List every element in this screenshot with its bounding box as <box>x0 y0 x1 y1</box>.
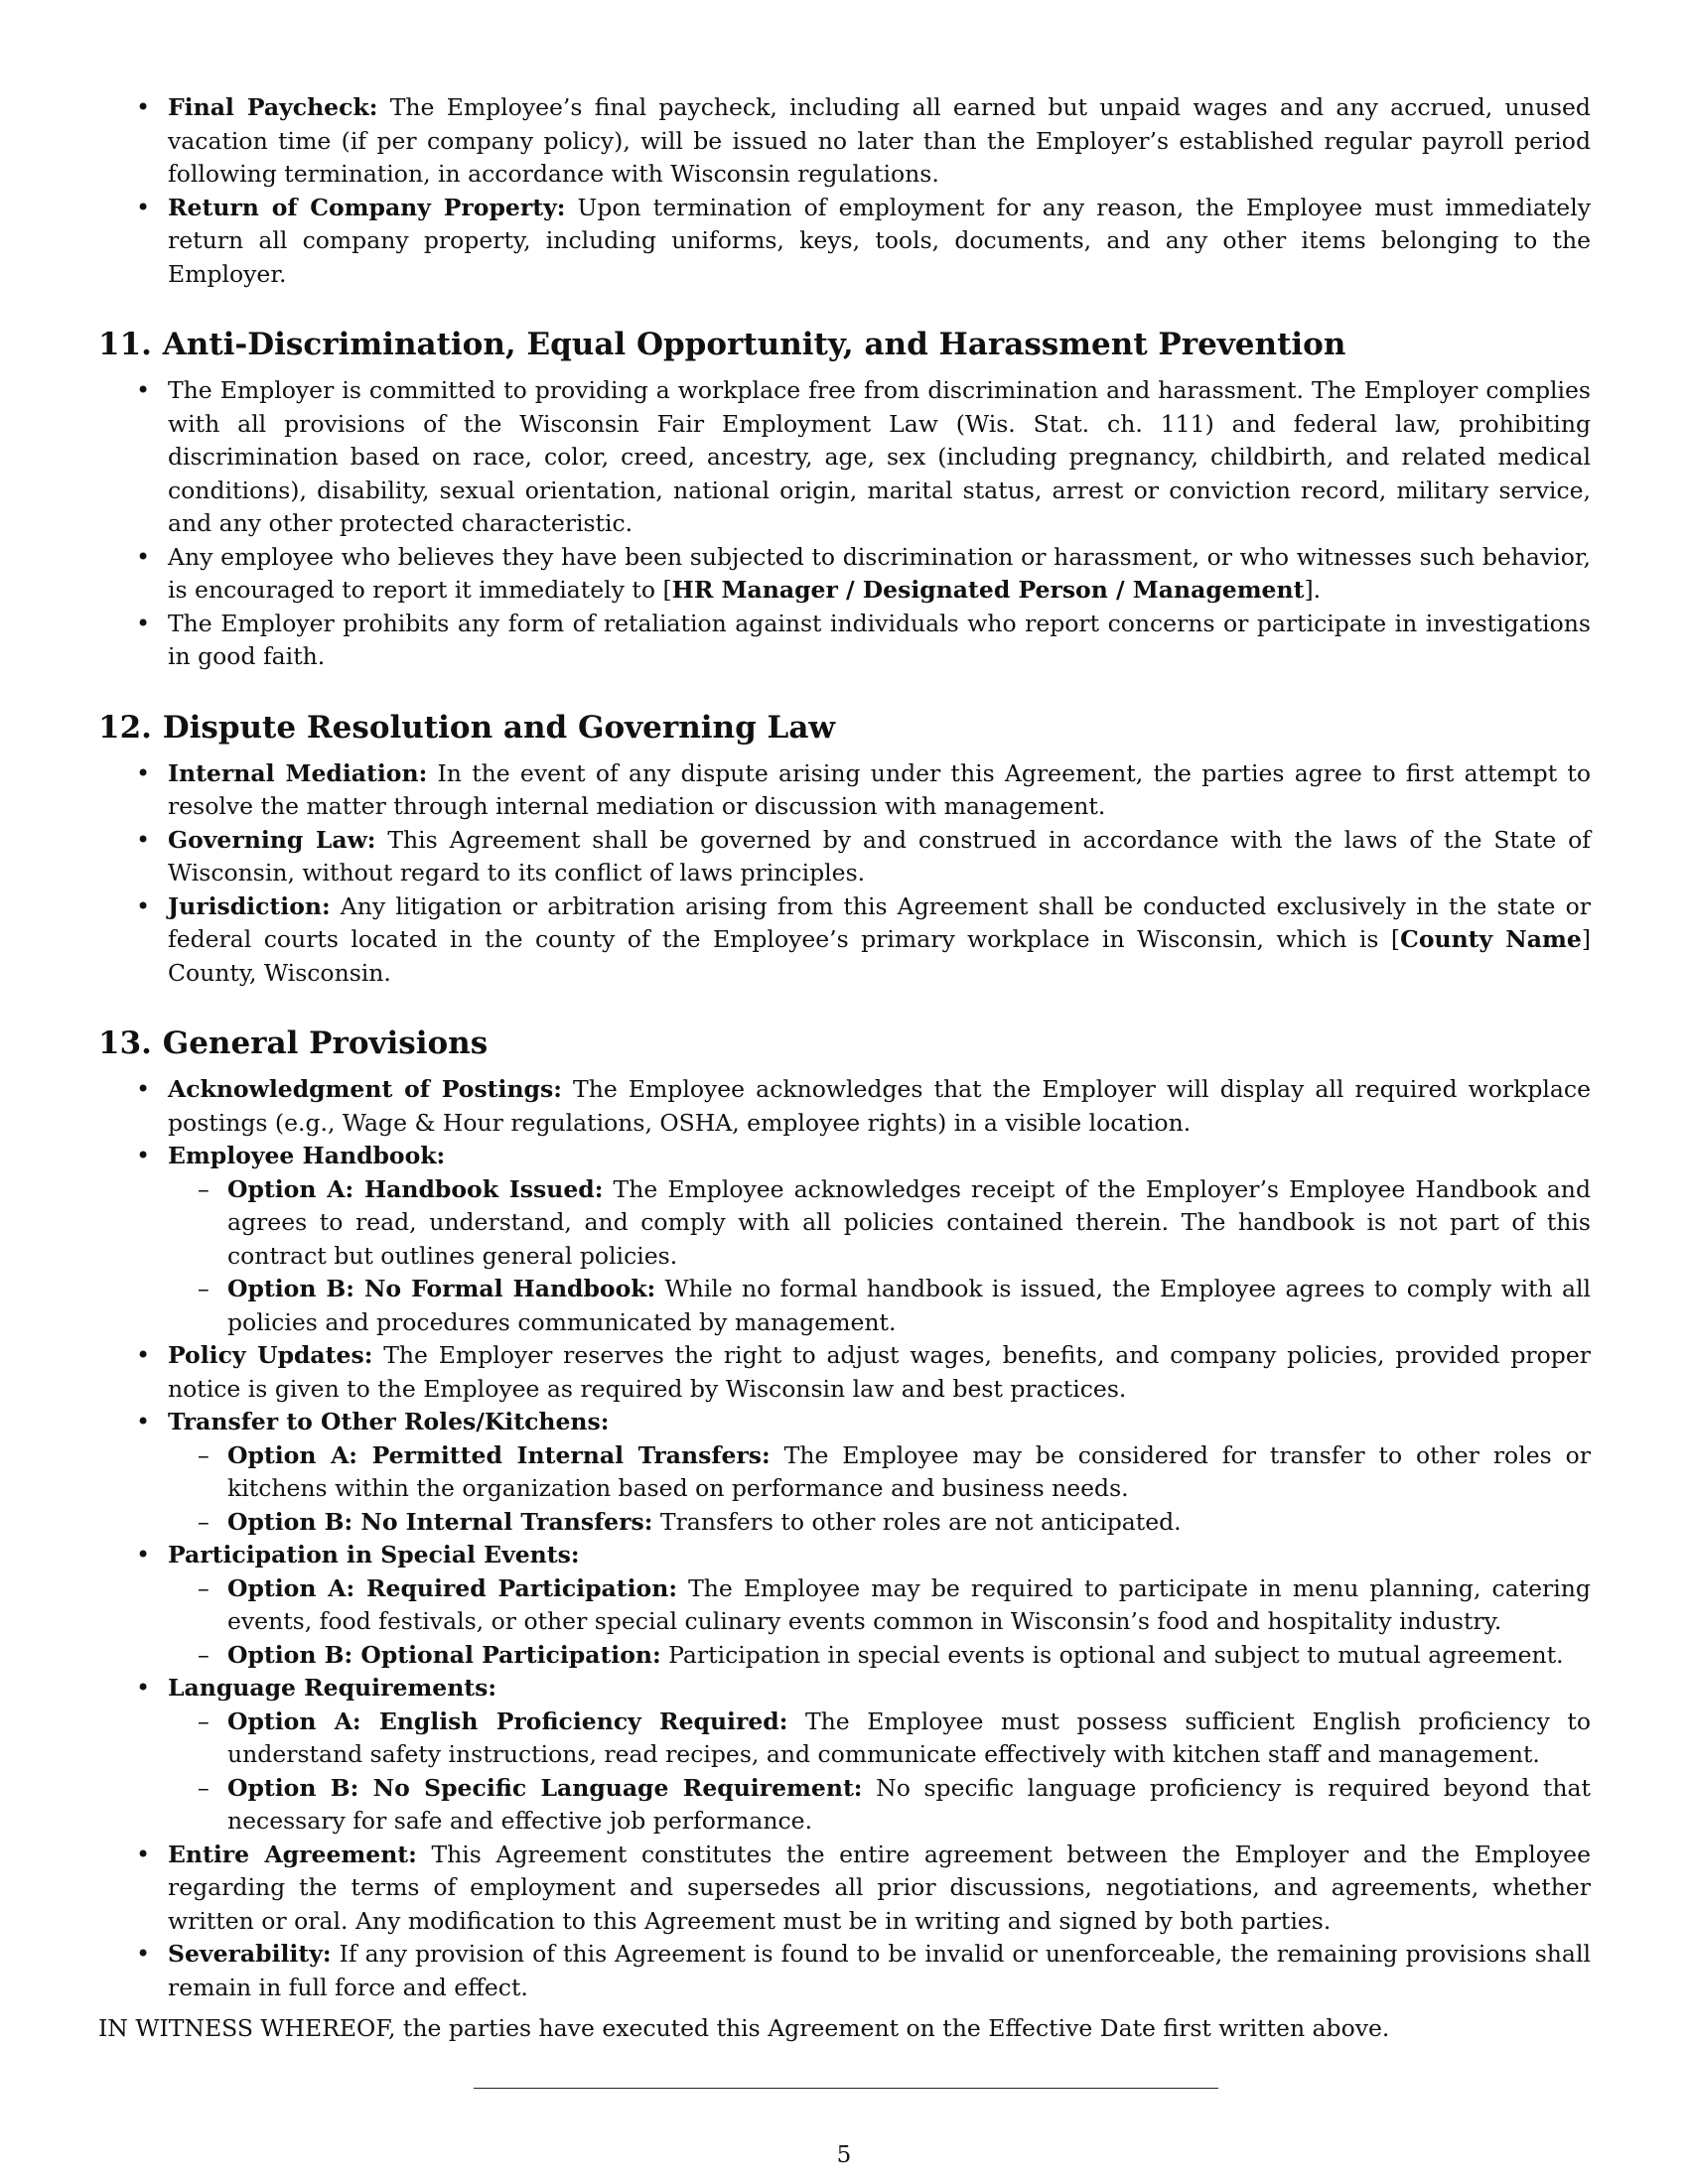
item-text: The Employer is committed to providing a workplace free from discrimination and harassment. The Employer complies with all provisions of the Wisconsin Fair Employment Law (Wis. Stat. ch. 111) and federal law, prohibiting discrimination based on race, color, creed, ancestry, age, sex (including pregnancy, childbirth, and related medical conditions), disability, sexual orientation, national origin, marital status, arrest or conviction record, military service, and any other protected characteristic. <box>168 376 1591 537</box>
item-text: The Employer prohibits any form of retaliation against individuals who report concerns or participate in investigations in good faith. <box>168 609 1591 670</box>
item-label: Language Requirements: <box>168 1674 497 1702</box>
termination-list <box>98 91 1591 291</box>
dash: – <box>198 1573 210 1602</box>
item-label: Final Paycheck: <box>168 93 378 121</box>
list-item-special-events <box>98 1539 1591 1672</box>
witness-statement: IN WITNESS WHEREOF, the parties have executed this Agreement on the Effective Date first written above. <box>98 2014 1390 2042</box>
list-item-policy-updates <box>98 1339 1591 1406</box>
item-text: Upon termination of employment for any reason, the Employee must immediately return all company property, including uniforms, keys, tools, documents, and any other items belonging to the Employer. <box>168 193 1591 288</box>
sub-item <box>168 1506 1591 1540</box>
dash: – <box>198 1640 210 1669</box>
sub-item <box>168 1706 1591 1772</box>
list-item-governing-law <box>98 824 1591 890</box>
sub-item <box>168 1273 1591 1339</box>
list-item <box>98 374 1591 541</box>
sub-item <box>168 1639 1591 1673</box>
transfer-options <box>168 1439 1591 1540</box>
option-label: Option A: Permitted Internal Transfers: <box>227 1440 771 1469</box>
placeholder-text: HR Manager / Designated Person / Management <box>671 576 1305 604</box>
item-label: Employee Handbook: <box>168 1142 446 1169</box>
dash: – <box>198 1773 210 1802</box>
item-text: The Employee’s final paycheck, including all earned but unpaid wages and any accrued, unused vacation time (if per company policy), will be issued no later than the Employer’s established regular payroll period following termination, in accordance with Wisconsin regulations. <box>168 93 1591 188</box>
item-label: Internal Mediation: <box>168 758 428 787</box>
section-heading: 13. General Provisions <box>98 1025 489 1061</box>
list-item-jurisdiction <box>98 890 1591 991</box>
bullet: • <box>136 542 151 571</box>
option-text: The Employee acknowledges receipt of the Employer’s Employee Handbook and agrees to read, understand, and comply with all policies contained therein. The handbook is not part of this contract but outlines general policies. <box>227 1174 1591 1270</box>
item-text: Any employee who believes they have been subjected to discrimination or harassment, or who witnesses such behavior, is encouraged to report it immediately to [ <box>168 542 1591 604</box>
option-text: The Employee may be considered for transfer to other roles or kitchens within the organization based on performance and business needs. <box>227 1440 1591 1502</box>
events-options <box>168 1572 1591 1673</box>
option-label: Option A: English Proficiency Required: <box>227 1706 788 1735</box>
bullet: • <box>136 891 151 920</box>
bullet: • <box>136 376 151 404</box>
item-text: This Agreement constitutes the entire agreement between the Employer and the Employee regarding the terms of employment and supersedes all prior discussions, negotiations, and agreements, whether written or oral. Any modification to this Agreement must be in writing and signed by both parties. <box>168 1840 1591 1935</box>
item-label: Severability: <box>168 1940 332 1968</box>
item-label: Entire Agreement: <box>168 1840 417 1868</box>
bullet: • <box>136 1075 151 1103</box>
list-item-internal-mediation <box>98 757 1591 824</box>
bullet: • <box>136 1674 151 1702</box>
document-page <box>98 91 1591 2069</box>
item-label: Return of Company Property: <box>168 193 566 221</box>
item-text: ]. <box>1304 576 1322 604</box>
option-text: Participation in special events is optional and subject to mutual agreement. <box>668 1640 1564 1669</box>
item-text: Any litigation or arbitration arising from this Agreement shall be conducted exclusively in the state or federal courts located in the county of the Employee’s primary workplace in Wisconsin, which is [ <box>168 891 1591 953</box>
item-label: Policy Updates: <box>168 1341 373 1369</box>
list-item-return-property <box>98 192 1591 292</box>
handbook-options <box>168 1173 1591 1340</box>
list-item-postings <box>98 1073 1591 1140</box>
option-label: Option B: Optional Participation: <box>227 1640 661 1669</box>
list-item-language <box>98 1672 1591 1839</box>
item-text: The Employee acknowledges that the Employer will display all required workplace postings (e.g., Wage & Hour regulations, OSHA, employee rights) in a visible location. <box>168 1075 1591 1137</box>
option-label: Option A: Handbook Issued: <box>227 1174 604 1203</box>
item-label: Participation in Special Events: <box>168 1541 580 1569</box>
bullet: • <box>136 609 151 637</box>
section-12-list <box>98 757 1591 991</box>
list-item-entire-agreement <box>98 1839 1591 1939</box>
dash: – <box>198 1174 210 1203</box>
section-heading: 11. Anti-Discrimination, Equal Opportunity, and Harassment Prevention <box>98 327 1346 362</box>
section-11 <box>98 325 1591 674</box>
dash: – <box>198 1275 210 1302</box>
bullet: • <box>136 1142 151 1169</box>
section-heading: 12. Dispute Resolution and Governing Law <box>98 709 836 746</box>
dash: – <box>198 1706 210 1735</box>
list-item-handbook <box>98 1140 1591 1339</box>
bullet: • <box>136 1840 151 1868</box>
section-13 <box>98 1024 1591 2004</box>
item-text: ] County, Wisconsin. <box>168 925 1592 987</box>
option-text: No specific language proficiency is required beyond that necessary for safe and effective job performance. <box>227 1773 1591 1835</box>
option-text: The Employee must possess sufficient English proficiency to understand safety instructions, read recipes, and communicate effectively with kitchen staff and management. <box>227 1706 1591 1768</box>
option-label: Option B: No Internal Transfers: <box>227 1507 653 1536</box>
list-item <box>98 608 1591 674</box>
list-item-final-paycheck <box>98 91 1591 192</box>
bullet: • <box>136 93 151 121</box>
sub-item <box>168 1439 1591 1506</box>
option-text: While no formal handbook is issued, the Employee agrees to comply with all policies and procedures communicated by management. <box>227 1275 1591 1336</box>
option-label: Option B: No Specific Language Requirement: <box>227 1773 863 1802</box>
placeholder-text: County Name <box>1400 925 1582 953</box>
sub-item <box>168 1772 1591 1839</box>
list-item <box>98 541 1591 608</box>
language-options <box>168 1706 1591 1839</box>
signature-line <box>474 2088 1218 2089</box>
dash: – <box>198 1507 210 1536</box>
bullet: • <box>136 825 151 854</box>
list-item-transfer <box>98 1406 1591 1539</box>
bullet: • <box>136 758 151 787</box>
item-text: This Agreement shall be governed by and construed in accordance with the laws of the State of Wisconsin, without regard to its conflict of laws principles. <box>168 825 1591 887</box>
option-label: Option B: No Formal Handbook: <box>227 1275 656 1302</box>
section-13-list <box>98 1073 1591 2004</box>
option-text: Transfers to other roles are not anticipated. <box>659 1507 1182 1536</box>
bullet: • <box>136 1541 151 1569</box>
item-text: In the event of any dispute arising under this Agreement, the parties agree to first attempt to resolve the matter through internal mediation or discussion with management. <box>168 758 1591 820</box>
section-11-list <box>98 374 1591 674</box>
section-12 <box>98 708 1591 991</box>
item-text: The Employer reserves the right to adjust wages, benefits, and company policies, provided proper notice is given to the Employee as required by Wisconsin law and best practices. <box>168 1341 1591 1403</box>
bullet: • <box>136 193 151 221</box>
item-label: Acknowledgment of Postings: <box>168 1075 562 1103</box>
item-label: Transfer to Other Roles/Kitchens: <box>168 1408 610 1435</box>
dash: – <box>198 1440 210 1469</box>
page-number: 5 <box>836 2142 852 2168</box>
sub-item <box>168 1572 1591 1639</box>
bullet: • <box>136 1940 151 1968</box>
item-label: Jurisdiction: <box>168 891 331 920</box>
list-item-severability <box>98 1938 1591 2004</box>
bullet: • <box>136 1341 151 1369</box>
sub-item <box>168 1173 1591 1274</box>
option-label: Option A: Required Participation: <box>227 1573 677 1602</box>
item-label: Governing Law: <box>168 825 376 854</box>
option-text: The Employee may be required to participate in menu planning, catering events, food festivals, or other special culinary events common in Wisconsin’s food and hospitality industry. <box>227 1573 1591 1635</box>
bullet: • <box>136 1408 151 1435</box>
item-text: If any provision of this Agreement is found to be invalid or unenforceable, the remaining provisions shall remain in full force and effect. <box>168 1940 1591 2001</box>
